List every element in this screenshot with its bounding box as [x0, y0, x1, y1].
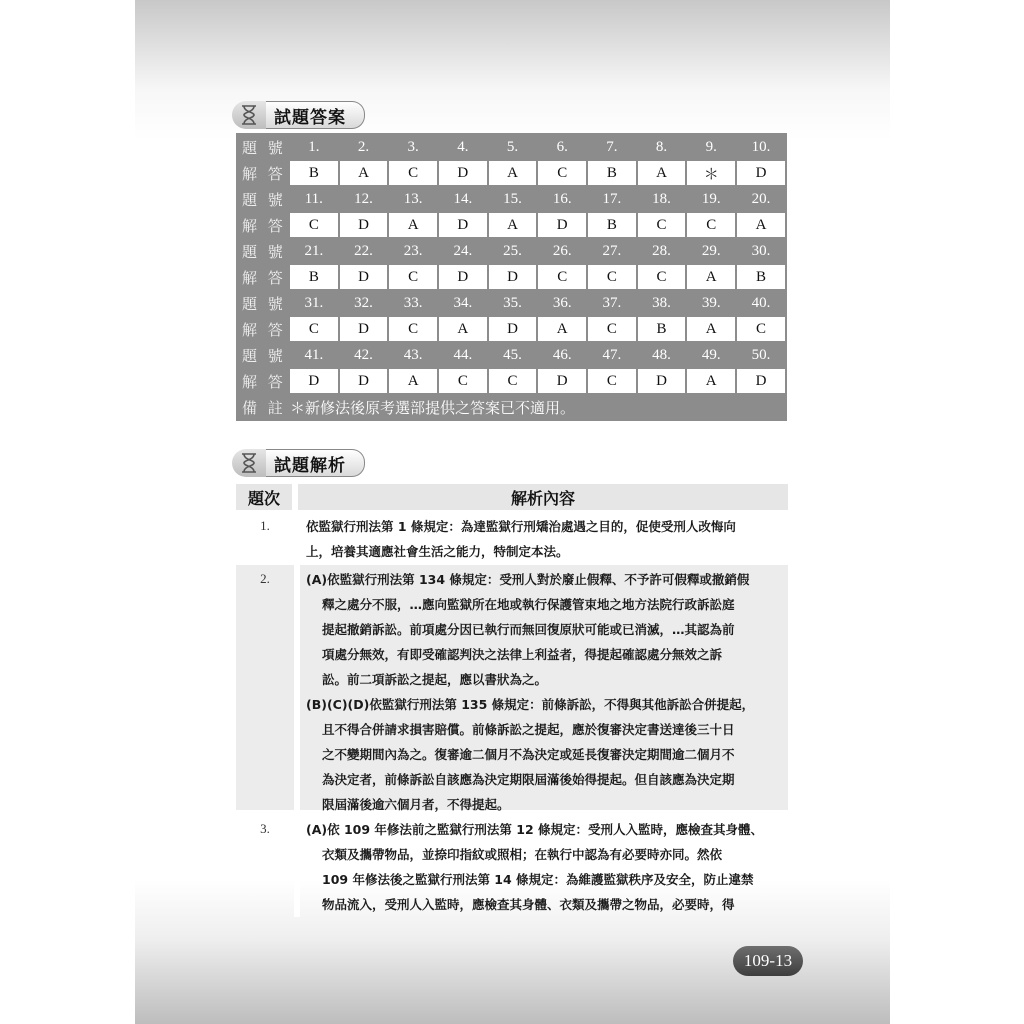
- question-number-cell: 14.: [453, 190, 473, 207]
- answer-cell: D: [638, 369, 686, 393]
- question-number-cell: 6.: [556, 138, 568, 155]
- question-number-cell: 47.: [602, 346, 622, 363]
- answer-cell: D: [340, 213, 388, 237]
- answer-cell: D: [737, 161, 785, 185]
- question-number-cell: 26.: [552, 242, 572, 259]
- question-number-cell: 19.: [701, 190, 721, 207]
- section-title: 試題解析: [266, 449, 365, 477]
- question-number-cell: 48.: [652, 346, 671, 363]
- page-number: 109-13: [733, 946, 803, 976]
- answer-cell: A: [538, 317, 586, 341]
- note-row: [238, 395, 785, 419]
- question-number-cell: 16.: [552, 190, 572, 207]
- answer-cell: A: [389, 369, 437, 393]
- question-number-cell: 35.: [503, 294, 522, 311]
- question-number-cell: 24.: [453, 242, 473, 259]
- question-number-cell: 40.: [751, 294, 771, 311]
- answer-cell: C: [638, 265, 686, 289]
- answer-cell: B: [588, 161, 636, 185]
- question-number-cell: 22.: [354, 242, 373, 259]
- analysis-line: 為決定者，前條訴訟自該應為決定期限屆滿後始得提起。但自該應為決定期: [322, 772, 735, 787]
- answer-cell: A: [489, 213, 537, 237]
- analysis-line: 上，培養其適應社會生活之能力，特制定本法。: [306, 544, 569, 559]
- analysis-line: 且不得合併請求損害賠償。前條訴訟之提起，應於復審決定書送達後三十日: [322, 722, 735, 737]
- row-label: 解 答: [242, 216, 286, 235]
- question-number: 2.: [260, 571, 270, 586]
- row-label: 解 答: [242, 268, 286, 287]
- question-number-cell: 45.: [503, 346, 522, 363]
- answer-cell: C: [538, 161, 586, 185]
- answer-cell: D: [538, 369, 586, 393]
- question-number-cell: 12.: [354, 190, 373, 207]
- question-number-cell: 29.: [701, 242, 721, 259]
- question-number-cell: 43.: [403, 346, 423, 363]
- analysis-line: 釋之處分不服，…應向監獄所在地或執行保護管束地之地方法院行政訴訟庭: [322, 597, 735, 612]
- answer-row: [238, 161, 785, 185]
- answer-cell: B: [290, 265, 338, 289]
- question-number-cell: 44.: [453, 346, 473, 363]
- question-number-row: [238, 135, 785, 159]
- question-number-cell: 20.: [751, 190, 771, 207]
- answer-cell: A: [638, 161, 686, 185]
- answer-cell: A: [687, 265, 735, 289]
- question-number-cell: 41.: [304, 346, 324, 363]
- section-header-analysis: [232, 449, 365, 477]
- analysis-line: 項處分無效，有即受確認判決之法律上利益者，得提起確認處分無效之訴: [322, 647, 723, 662]
- question-number-cell: 30.: [751, 242, 771, 259]
- analysis-line: 物品流入，受刑人入監時，應檢查其身體、衣類及攜帶之物品，必要時，得: [322, 897, 735, 912]
- row-label: 解 答: [242, 372, 286, 391]
- question-number-cell: 5.: [506, 138, 519, 155]
- question-number-cell: 28.: [652, 242, 671, 259]
- question-number-row: [238, 343, 785, 367]
- hourglass-icon: [232, 101, 266, 129]
- answer-cell: C: [638, 213, 686, 237]
- analysis-text: [300, 565, 788, 810]
- question-number-cell: 25.: [503, 242, 522, 259]
- answer-cell: C: [389, 265, 437, 289]
- question-number-cell: 34.: [453, 294, 473, 311]
- analysis-line: 限屆滿後逾六個月者，不得提起。: [322, 797, 510, 812]
- answer-cell: B: [737, 265, 785, 289]
- hourglass-icon: [232, 449, 266, 477]
- question-number-cell: 15.: [503, 190, 522, 207]
- analysis-text: [300, 815, 788, 917]
- answer-table: [236, 133, 787, 421]
- answer-cell: D: [439, 213, 487, 237]
- analysis-line: (A)依 109 年修法前之監獄行刑法第 12 條規定：受刑人入監時，應檢查其身體、: [306, 822, 763, 837]
- analysis-line: 109 年修法後之監獄行刑法第 14 條規定：為維護監獄秩序及安全，防止違禁: [322, 872, 754, 887]
- question-number-cell: 1.: [308, 138, 320, 155]
- row-label: 備 註: [242, 398, 286, 417]
- answer-row: [238, 213, 785, 237]
- answer-row: [238, 317, 785, 341]
- answer-cell: A: [389, 213, 437, 237]
- answer-cell: A: [737, 213, 785, 237]
- answer-cell: D: [538, 213, 586, 237]
- analysis-text: [300, 512, 788, 564]
- question-number-cell: 17.: [602, 190, 622, 207]
- answer-cell: A: [340, 161, 388, 185]
- question-number-cell: 23.: [403, 242, 423, 259]
- analysis-line: (A)依監獄行刑法第 134 條規定：受刑人對於廢止假釋、不予許可假釋或撤銷假: [306, 572, 750, 587]
- answer-cell: B: [588, 213, 636, 237]
- question-number-cell: 18.: [652, 190, 671, 207]
- question-number-cell: 3.: [407, 138, 419, 155]
- row-label: 題 號: [242, 138, 286, 157]
- analysis-header-number: 題次: [236, 484, 292, 510]
- question-number-cell: 49.: [701, 346, 721, 363]
- question-number-cell: 50.: [751, 346, 771, 363]
- question-number-cell: 31.: [304, 294, 324, 311]
- analysis-header-content: 解析內容: [298, 484, 788, 510]
- answer-cell: D: [340, 317, 388, 341]
- note-text: ＊新修法後原考選部提供之答案已不適用。: [290, 398, 576, 417]
- answer-row: [238, 265, 785, 289]
- answer-cell: B: [638, 317, 686, 341]
- answer-cell: D: [439, 265, 487, 289]
- answer-cell: D: [489, 265, 537, 289]
- analysis-row-3: [236, 815, 788, 917]
- answer-cell: C: [290, 213, 338, 237]
- analysis-line: 訟。前二項訴訟之提起，應以書狀為之。: [322, 672, 548, 687]
- question-number-cell: 13.: [403, 190, 423, 207]
- question-number-row: [238, 239, 785, 263]
- question-number-cell: 36.: [552, 294, 572, 311]
- answer-cell: A: [687, 369, 735, 393]
- answer-cell: D: [340, 265, 388, 289]
- answer-cell: D: [737, 369, 785, 393]
- section-title: 試題答案: [266, 101, 365, 129]
- question-number-cell: 9.: [705, 138, 717, 155]
- answer-cell: A: [489, 161, 537, 185]
- answer-cell: C: [489, 369, 537, 393]
- row-label: 解 答: [242, 320, 286, 339]
- question-number-cell: 8.: [655, 138, 668, 155]
- answer-cell: C: [588, 317, 636, 341]
- row-label: 題 號: [242, 294, 286, 313]
- row-label: 題 號: [242, 190, 286, 209]
- question-number-row: [238, 187, 785, 211]
- question-number-cell: 27.: [602, 242, 622, 259]
- answer-cell: A: [439, 317, 487, 341]
- question-number-cell: 2.: [357, 138, 370, 155]
- answer-cell: ＊: [687, 161, 735, 185]
- answer-cell: C: [588, 369, 636, 393]
- analysis-line: 依監獄行刑法第 1 條規定：為達監獄行刑矯治處遇之目的，促使受刑人改悔向: [306, 519, 736, 534]
- row-label: 解 答: [242, 164, 286, 183]
- answer-cell: C: [588, 265, 636, 289]
- row-label: 題 號: [242, 242, 286, 261]
- answer-row: [238, 369, 785, 393]
- answer-cell: C: [538, 265, 586, 289]
- question-number-cell: 46.: [552, 346, 572, 363]
- question-number-cell: 33.: [403, 294, 423, 311]
- answer-cell: A: [687, 317, 735, 341]
- question-number-cell: 42.: [354, 346, 373, 363]
- answer-cell: D: [340, 369, 388, 393]
- answer-cell: C: [737, 317, 785, 341]
- analysis-row-2: [236, 565, 788, 810]
- answer-cell: C: [389, 161, 437, 185]
- question-number-row: [238, 291, 785, 315]
- answer-cell: C: [687, 213, 735, 237]
- answer-cell: D: [489, 317, 537, 341]
- answer-cell: D: [290, 369, 338, 393]
- answer-cell: C: [290, 317, 338, 341]
- question-number: 3.: [260, 821, 270, 836]
- question-number-cell: 11.: [304, 190, 323, 207]
- section-header-answers: [232, 101, 365, 129]
- question-number-cell: 7.: [606, 138, 618, 155]
- question-number: 1.: [260, 518, 270, 533]
- analysis-line: 衣類及攜帶物品，並捺印指紋或照相；在執行中認為有必要時亦同。然依: [322, 847, 723, 862]
- question-number-cell: 21.: [304, 242, 324, 259]
- question-number-cell: 37.: [602, 294, 622, 311]
- answer-cell: B: [290, 161, 338, 185]
- answer-cell: D: [439, 161, 487, 185]
- question-number-cell: 10.: [751, 138, 771, 155]
- analysis-line: 提起撤銷訴訟。前項處分因已執行而無回復原狀可能或已消滅，…其認為前: [322, 622, 735, 637]
- analysis-line: (B)(C)(D)依監獄行刑法第 135 條規定：前條訴訟，不得與其他訴訟合併提起，: [306, 697, 755, 712]
- analysis-row-1: [236, 512, 788, 564]
- question-number-cell: 32.: [354, 294, 373, 311]
- question-number-cell: 4.: [457, 138, 469, 155]
- question-number-cell: 38.: [652, 294, 671, 311]
- row-label: 題 號: [242, 346, 286, 365]
- analysis-line: 之不變期間內為之。復審逾二個月不為決定或延長復審決定期間逾二個月不: [322, 747, 735, 762]
- answer-cell: C: [439, 369, 487, 393]
- question-number-cell: 39.: [701, 294, 721, 311]
- answer-cell: C: [389, 317, 437, 341]
